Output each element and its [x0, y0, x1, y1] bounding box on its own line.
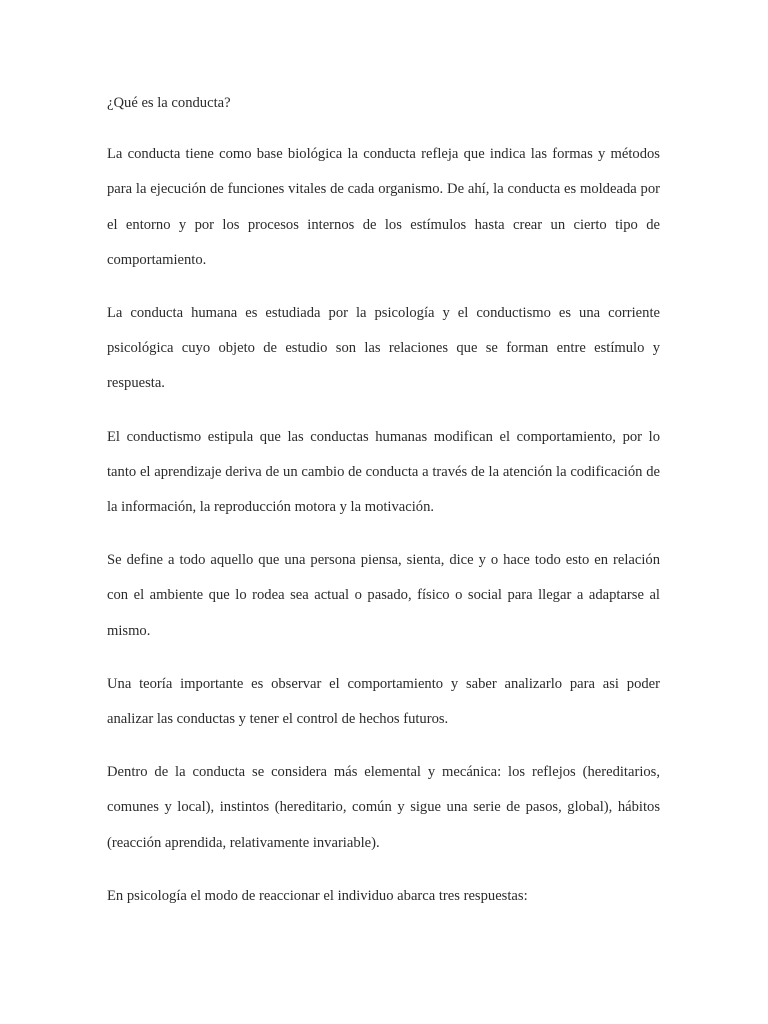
paragraph-teoria: Una teoría importante es observar el comportamiento y saber analizarlo para asi poder analizar las conductas y tener el control de hechos futuros.	[107, 675, 660, 728]
paragraph-conductismo-aprendizaje: El conductismo estipula que las conductas humanas modifican el comportamiento, por lo tanto el aprendizaje deriva de un cambio de conducta a través de la atención la codificación de la información, la reproducción motora y la motivación.	[107, 428, 660, 516]
document-body	[107, 86, 660, 932]
paragraph-tres-respuestas: En psicología el modo de reaccionar el individuo abarca tres respuestas:	[107, 887, 528, 904]
paragraph-psicologia-conductismo: La conducta humana es estudiada por la psicología y el conductismo es una corriente psicológica cuyo objeto de estudio son las relaciones que se forman entre estímulo y respuesta.	[107, 305, 660, 392]
paragraph-definicion: Se define a todo aquello que una persona piensa, sienta, dice y o hace todo esto en relación con el ambiente que lo rodea sea actual o pasado, físico o social para llegar a adaptarse al mismo.	[107, 552, 660, 639]
paragraph-elemental-mecanica: Dentro de la conducta se considera más elemental y mecánica: los reflejos (hereditarios, comunes y local), instintos (hereditario, común y sigue una serie de pasos, global), hábitos (reacción aprendida, relativamente invariable).	[107, 764, 660, 851]
document-heading: ¿Qué es la conducta?	[107, 95, 231, 111]
paragraph-base-biologica: La conducta tiene como base biológica la conducta refleja que indica las formas y métodos para la ejecución de funciones vitales de cada organismo. De ahí, la conducta es moldeada por el entorno y por los procesos internos de los estímulos hasta crear un cierto tipo de comportamiento.	[107, 146, 660, 268]
